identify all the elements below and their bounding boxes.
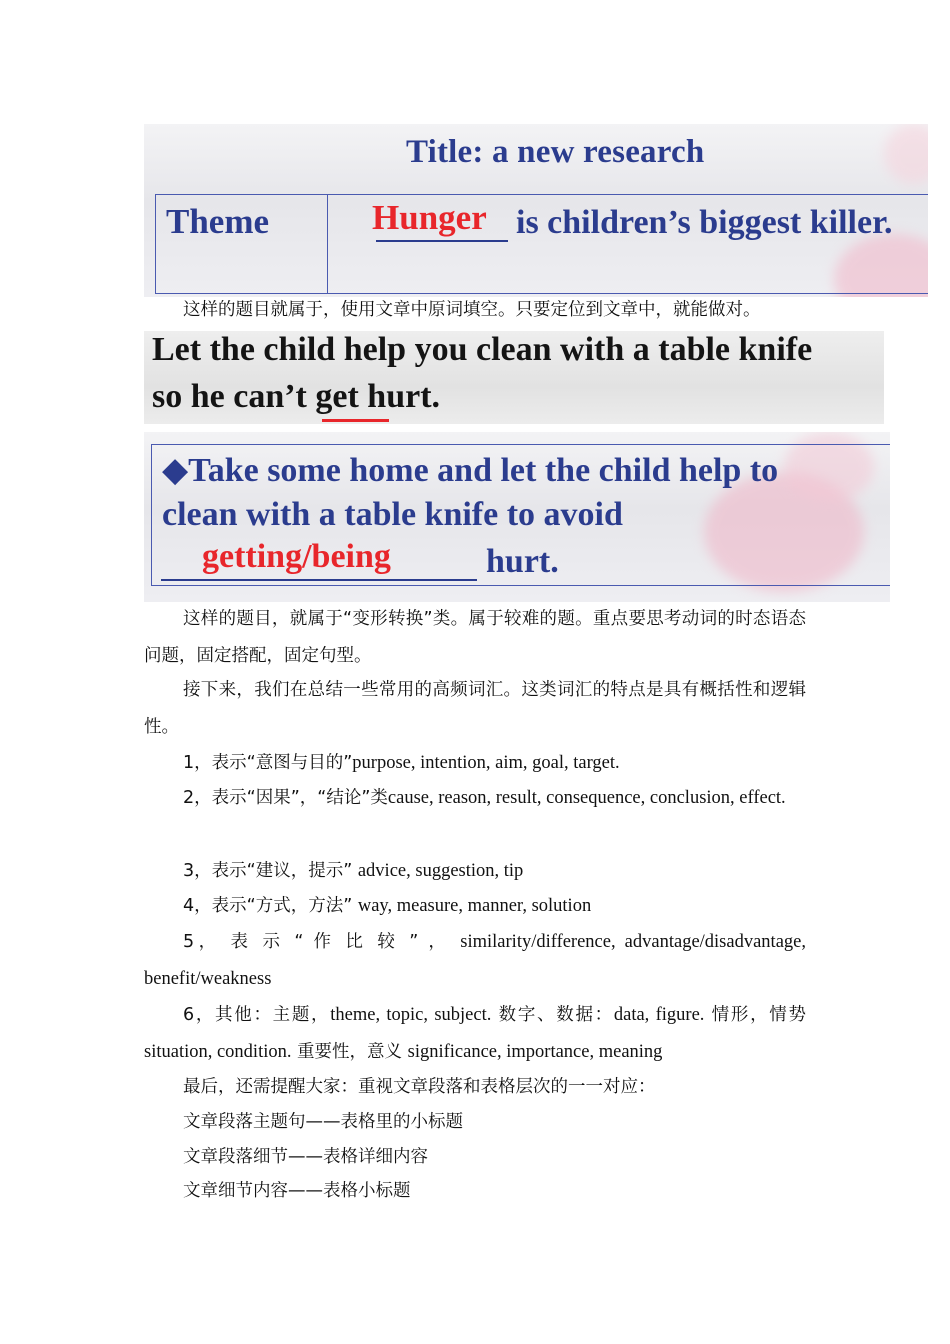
note-vocabulary: 接下来，我们在总结一些常用的高频词汇。这类词汇的特点是具有概括性和逻辑性。 [144, 680, 806, 737]
item-6-a: 6，其他：主题， [183, 1005, 331, 1025]
blank-line [376, 240, 508, 242]
item-4-cn: 4，表示“方式，方法” [183, 896, 358, 916]
list-item-4 [144, 888, 806, 925]
item-6-f: situation, condition. [144, 1042, 292, 1062]
item-6-c: 数字、数据： [491, 1005, 614, 1025]
item-3-en: advice, suggestion, tip [357, 861, 524, 881]
transformed-line2: clean with a table knife to avoid [162, 496, 623, 533]
list-item-3 [144, 853, 806, 890]
mapping-line-3: 文章细节内容——表格小标题 [183, 1181, 411, 1201]
item-2-cn: 2，表示“因果”，“结论”类 [183, 788, 388, 808]
slide-image-title-theme [144, 124, 928, 297]
item-3-cn: 3，表示“建议，提示” [183, 861, 358, 881]
list-item-6 [144, 997, 806, 1071]
mapping-line-1: 文章段落主题句——表格里的小标题 [183, 1112, 463, 1132]
blank-line [161, 579, 477, 581]
answer-getting-being: getting/being [202, 538, 391, 575]
item-4-en: way, measure, manner, solution [357, 896, 592, 916]
flower-decoration [884, 124, 928, 184]
answer-hunger: Hunger [372, 198, 487, 237]
note-transformation: 这样的题目，就属于“变形转换”类。属于较难的题。重点要思考动词的时态语态问题，固定搭配，固定句型。 [144, 609, 806, 666]
slide-image-original-sentence [144, 331, 884, 424]
original-sentence-line1: Let the child help you clean with a table knife [152, 331, 813, 368]
transformed-line3-end: hurt. [486, 543, 559, 580]
theme-label: Theme [166, 202, 270, 241]
item-6-b: theme, topic, subject. [330, 1005, 492, 1025]
original-sentence-line2: so he can’t get hurt. [152, 378, 441, 415]
slide-image-transformed-sentence [144, 432, 890, 602]
list-item-1 [144, 745, 806, 782]
item-6-e: 情形，情势 [704, 1005, 806, 1025]
underline-get [322, 419, 389, 422]
note-reminder: 最后，还需提醒大家：重视文章段落和表格层次的一一对应： [183, 1077, 656, 1097]
item-1-en: purpose, intention, aim, goal, target. [352, 753, 620, 773]
item-2-en: cause, reason, result, consequence, conclusion, effect. [387, 788, 786, 808]
transformed-line1: ◆Take some home and let the child help to [162, 452, 779, 489]
table-divider [327, 195, 328, 293]
item-5-en: similarity/difference, advantage/disadvantage, benefit/weakness [144, 932, 806, 989]
item-1-cn: 1，表示“意图与目的” [183, 753, 353, 773]
list-item-5 [144, 924, 806, 998]
note-original-words: 这样的题目就属于，使用文章中原词填空。只要定位到文章中，就能做对。 [183, 300, 761, 320]
list-item-2 [144, 780, 806, 817]
item-5-cn: 5， 表 示 “ 作 比 较 ” ， [183, 932, 461, 952]
item-6-g: 重要性，意义 [291, 1042, 408, 1062]
mapping-line-2: 文章段落细节——表格详细内容 [183, 1147, 428, 1167]
item-6-d: data, figure. [613, 1005, 705, 1025]
slide-title: Title: a new research [406, 134, 705, 170]
item-6-h: significance, importance, meaning [407, 1042, 663, 1062]
theme-sentence: is children’s biggest killer. [516, 204, 893, 241]
